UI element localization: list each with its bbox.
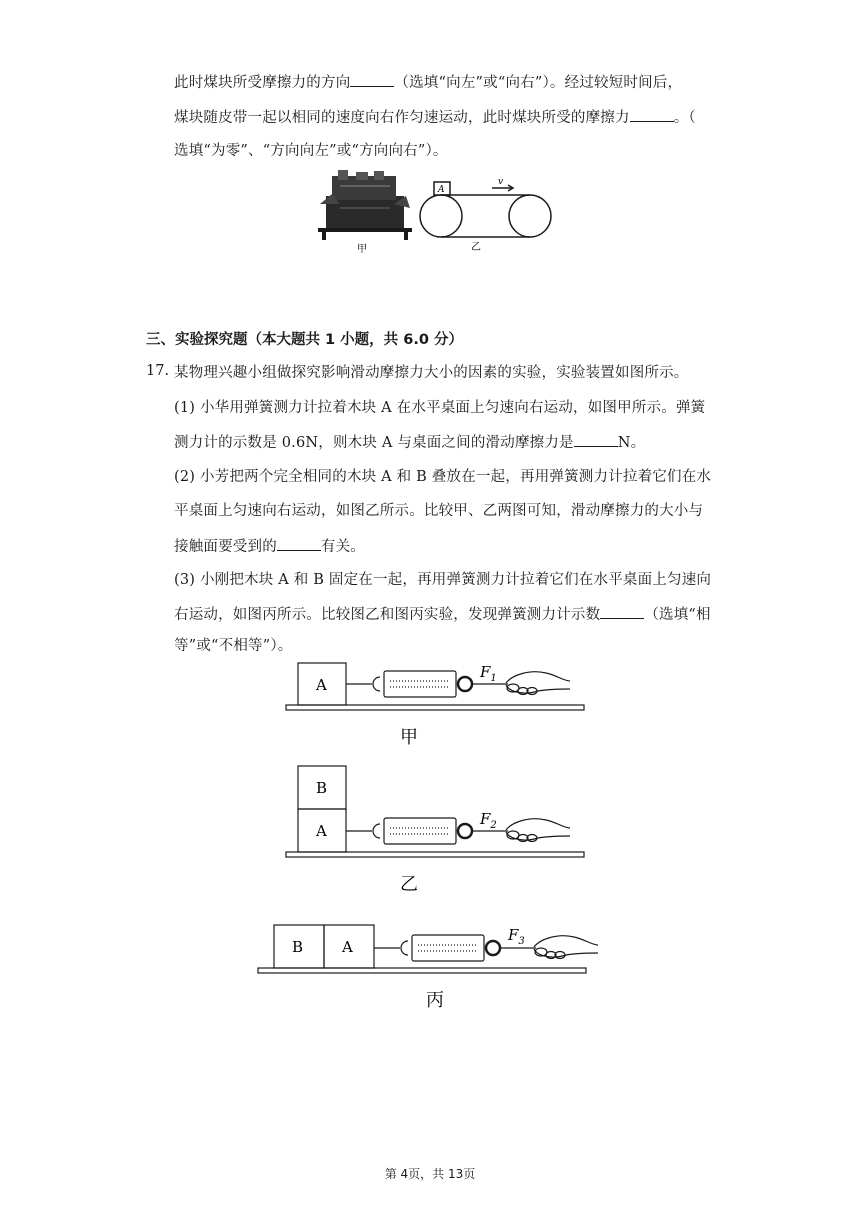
q17-text: N。 bbox=[617, 435, 646, 451]
figure-yi bbox=[280, 760, 590, 895]
table-surface bbox=[286, 705, 584, 710]
q17-text: 有关。 bbox=[320, 539, 366, 555]
q17-part2-line3 bbox=[174, 536, 365, 557]
q17-text: 测力计的示数是 0.6N，则木块 A 与桌面之间的滑动摩擦力是 bbox=[174, 435, 574, 451]
q16-line-1 bbox=[174, 72, 682, 93]
q17-part2-line1: (2) 小芳把两个完全相同的木块 A 和 B 叠放在一起，再用弹簧测力计拉着它们在水 bbox=[174, 469, 712, 485]
conveyor-photo-jia bbox=[318, 170, 412, 240]
spring-scale bbox=[373, 671, 472, 697]
block-a-label: A bbox=[438, 185, 445, 195]
table-surface bbox=[258, 968, 586, 973]
q17-stem: 某物理兴趣小组做探究影响滑动摩擦力大小的因素的实验，实验装置如图所示。 bbox=[174, 365, 689, 381]
section-title: 三、实验探究题（本大题共 1 小题，共 6.0 分） bbox=[146, 332, 463, 348]
answer-blank bbox=[600, 604, 644, 619]
velocity-label: v bbox=[498, 177, 504, 187]
answer-blank bbox=[350, 72, 394, 87]
label-yi: 乙 bbox=[400, 874, 418, 895]
question-number: 17. bbox=[146, 363, 170, 379]
q17-text: （选填“相 bbox=[644, 607, 711, 623]
label-jia: 甲 bbox=[400, 727, 418, 748]
force-f3-label: $F_3$ bbox=[508, 926, 525, 947]
block-b-label: B bbox=[292, 938, 304, 956]
table-surface bbox=[286, 852, 584, 857]
q17-part1-line2 bbox=[174, 432, 645, 453]
hand-icon bbox=[506, 819, 570, 842]
answer-blank bbox=[630, 107, 674, 122]
spring-scale bbox=[401, 935, 500, 961]
q16-line-3 bbox=[174, 141, 448, 161]
answer-blank bbox=[277, 536, 321, 551]
hand-icon bbox=[534, 936, 598, 959]
block-a-label: A bbox=[316, 676, 327, 694]
q17-part3-line2 bbox=[174, 604, 711, 625]
q16-text: （选填“向左”或“向右”）。经过较短时间后， bbox=[394, 75, 683, 91]
q16-line-2 bbox=[174, 107, 696, 128]
q16-text: 。（ bbox=[673, 110, 696, 126]
q17-part1-line1: (1) 小华用弹簧测力计拉着木块 A 在水平桌面上匀速向右运动，如图甲所示。弹簧 bbox=[174, 400, 706, 416]
q17-text: 右运动，如图丙所示。比较图乙和图丙实验，发现弹簧测力计示数 bbox=[174, 607, 601, 623]
answer-blank bbox=[574, 432, 618, 447]
q17-text: 接触面要受到的 bbox=[174, 539, 277, 555]
hand-icon bbox=[506, 672, 570, 695]
figure-q16 bbox=[310, 168, 570, 258]
block-a-label: A bbox=[316, 822, 327, 840]
force-f1-label: $F_1$ bbox=[480, 663, 497, 684]
label-yi: 乙 bbox=[471, 242, 481, 253]
q17-part3-line3: 等”或“不相等”）。 bbox=[174, 638, 293, 654]
label-bing: 丙 bbox=[426, 990, 444, 1011]
q17-part2-line2: 平桌面上匀速向右运动，如图乙所示。比较甲、乙两图可知，滑动摩擦力的大小与 bbox=[174, 503, 704, 519]
block-a-label: A bbox=[342, 938, 353, 956]
label-jia: 甲 bbox=[357, 244, 367, 255]
q16-text: 此时煤块所受摩擦力的方向 bbox=[174, 75, 351, 91]
force-f2-label: $F_2$ bbox=[480, 810, 497, 831]
figure-bing bbox=[250, 918, 620, 1013]
q17-part3-line1: (3) 小刚把木块 A 和 B 固定在一起，再用弹簧测力计拉着它们在水平桌面上匀速向 bbox=[174, 572, 712, 588]
figure-jia bbox=[280, 655, 590, 750]
block-b-label: B bbox=[316, 779, 328, 797]
page-footer: 第 4页，共 13页 bbox=[384, 1167, 476, 1181]
q16-text: 煤块随皮带一起以相同的速度向右作匀速运动，此时煤块所受的摩擦力 bbox=[174, 110, 630, 126]
spring-scale bbox=[373, 818, 472, 844]
q16-text: 选填“为零”、“方向向左”或“方向向右”）。 bbox=[174, 143, 448, 159]
